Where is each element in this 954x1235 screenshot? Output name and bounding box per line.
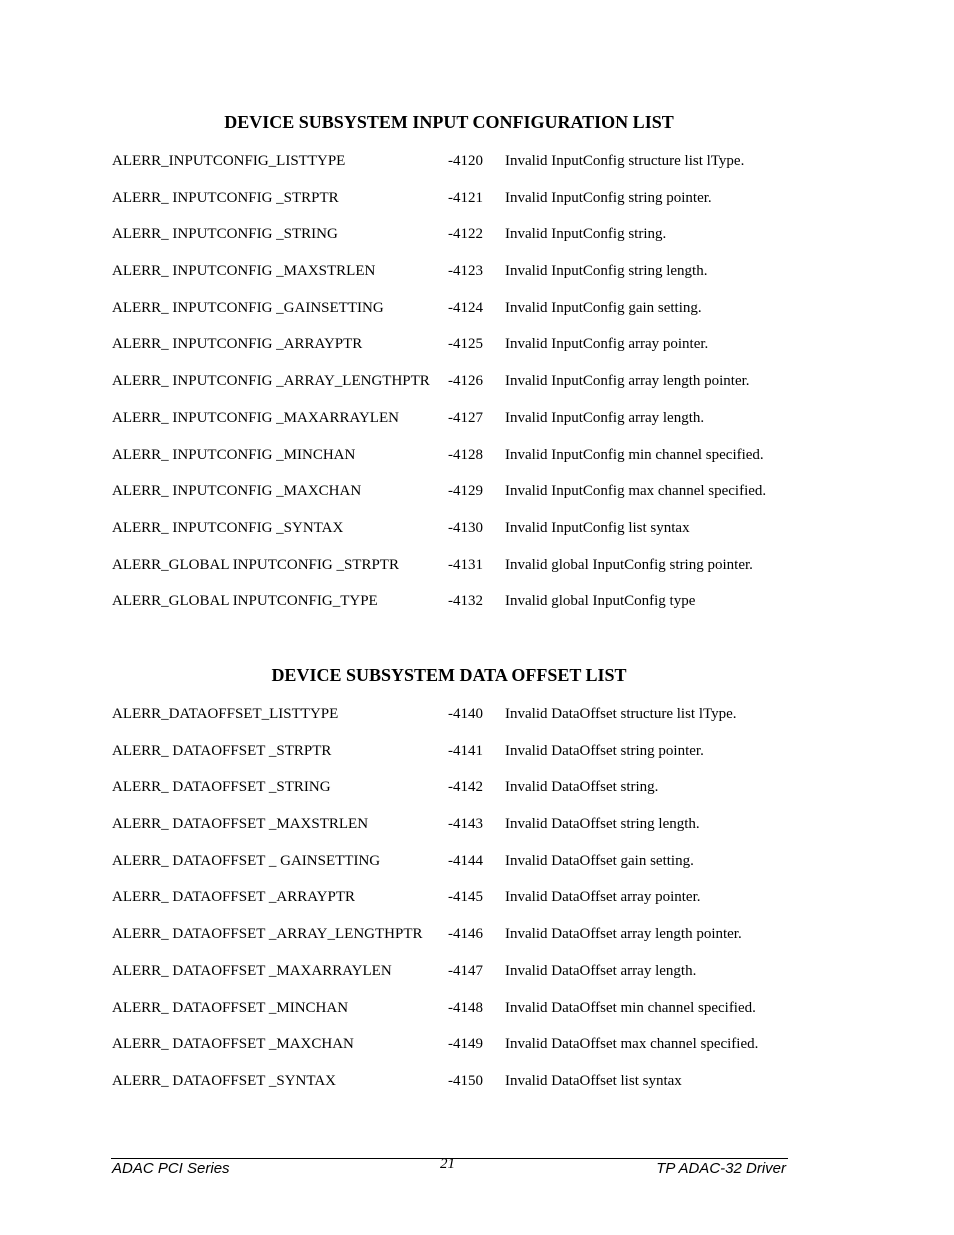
error-description: Invalid DataOffset array length pointer.: [505, 926, 742, 943]
error-row: [112, 742, 812, 779]
error-code: -4150: [448, 1072, 483, 1089]
error-description: Invalid global InputConfig type: [505, 593, 696, 610]
section-title-data-offset: DEVICE SUBSYSTEM DATA OFFSET LIST: [271, 665, 627, 685]
page-number: 21: [440, 1156, 455, 1172]
error-description: Invalid DataOffset min channel specified.: [505, 999, 756, 1016]
error-constant-name: ALERR_ DATAOFFSET _STRPTR: [112, 742, 332, 759]
error-code: -4147: [448, 962, 483, 979]
error-constant-name: ALERR_ DATAOFFSET _SYNTAX: [112, 1072, 337, 1089]
error-row: [112, 152, 812, 189]
error-description: Invalid InputConfig array length.: [505, 409, 705, 426]
error-row: [112, 999, 812, 1036]
error-description: Invalid InputConfig list syntax: [505, 519, 690, 536]
section-title-input-config: DEVICE SUBSYSTEM INPUT CONFIGURATION LIST: [224, 112, 674, 132]
error-description: Invalid InputConfig array length pointer.: [505, 373, 750, 390]
error-row: [112, 519, 812, 556]
error-constant-name: ALERR_ DATAOFFSET _ARRAY_LENGTHPTR: [112, 926, 423, 943]
error-row: [112, 815, 812, 852]
error-description: Invalid DataOffset array length.: [505, 962, 697, 979]
error-code: -4123: [448, 263, 483, 280]
error-code: -4146: [448, 926, 483, 943]
error-constant-name: ALERR_ INPUTCONFIG _MAXARRAYLEN: [112, 409, 399, 426]
error-constant-name: ALERR_ DATAOFFSET _MAXARRAYLEN: [112, 962, 392, 979]
error-row: [112, 299, 812, 336]
error-code: -4142: [448, 779, 483, 796]
error-description: Invalid DataOffset list syntax: [505, 1072, 682, 1089]
error-code: -4141: [448, 742, 483, 759]
error-code: -4128: [448, 446, 483, 463]
error-list-data-offset: [112, 705, 812, 1109]
error-row: [112, 482, 812, 519]
error-constant-name: ALERR_ INPUTCONFIG _MAXCHAN: [112, 483, 362, 500]
error-row: [112, 225, 812, 262]
error-description: Invalid InputConfig string pointer.: [505, 189, 712, 206]
error-constant-name: ALERR_ DATAOFFSET _MAXSTRLEN: [112, 816, 369, 833]
error-code: -4143: [448, 816, 483, 833]
error-constant-name: ALERR_ INPUTCONFIG _STRPTR: [112, 189, 339, 206]
error-row: [112, 1072, 812, 1109]
error-row: [112, 189, 812, 226]
error-row: [112, 705, 812, 742]
error-constant-name: ALERR_INPUTCONFIG_LISTTYPE: [112, 153, 346, 169]
error-code: -4130: [448, 519, 483, 536]
error-code: -4144: [448, 852, 483, 869]
footer-series-name: ADAC PCI Series: [112, 1160, 230, 1177]
error-description: Invalid DataOffset string length.: [505, 816, 700, 833]
error-row: [112, 888, 812, 925]
error-code: -4131: [448, 556, 483, 573]
error-code: -4125: [448, 336, 483, 353]
error-code: -4122: [448, 226, 483, 243]
error-code: -4132: [448, 593, 483, 610]
error-description: Invalid DataOffset structure list lType.: [505, 706, 737, 722]
error-description: Invalid global InputConfig string pointer.: [505, 556, 753, 573]
error-code: -4149: [448, 1036, 483, 1053]
error-constant-name: ALERR_ INPUTCONFIG _MAXSTRLEN: [112, 263, 376, 280]
error-constant-name: ALERR_ DATAOFFSET _MINCHAN: [112, 999, 349, 1016]
error-constant-name: ALERR_GLOBAL INPUTCONFIG _STRPTR: [112, 556, 399, 573]
error-constant-name: ALERR_ DATAOFFSET _ARRAYPTR: [112, 889, 356, 906]
error-code: -4124: [448, 299, 483, 316]
error-code: -4127: [448, 409, 483, 426]
error-constant-name: ALERR_ INPUTCONFIG _ARRAYPTR: [112, 336, 363, 353]
error-code: -4126: [448, 373, 483, 390]
error-description: Invalid DataOffset string.: [505, 779, 659, 796]
error-row: [112, 778, 812, 815]
error-constant-name: ALERR_GLOBAL INPUTCONFIG_TYPE: [112, 593, 378, 610]
error-description: Invalid InputConfig max channel specified.: [505, 483, 767, 500]
error-constant-name: ALERR_ DATAOFFSET _STRING: [112, 779, 331, 796]
footer-driver-name: TP ADAC-32 Driver: [656, 1160, 786, 1177]
error-constant-name: ALERR_ DATAOFFSET _ GAINSETTING: [112, 852, 381, 869]
error-code: -4148: [448, 999, 483, 1016]
error-code: -4120: [448, 153, 483, 169]
error-code: -4121: [448, 189, 483, 206]
error-description: Invalid InputConfig gain setting.: [505, 299, 702, 316]
error-row: [112, 446, 812, 483]
error-description: Invalid InputConfig structure list lType.: [505, 153, 745, 169]
error-row: [112, 556, 812, 593]
error-row: [112, 372, 812, 409]
error-row: [112, 409, 812, 446]
error-code: -4129: [448, 483, 483, 500]
error-description: Invalid DataOffset gain setting.: [505, 852, 694, 869]
error-list-input-config: [112, 152, 812, 629]
error-constant-name: ALERR_ INPUTCONFIG _SYNTAX: [112, 519, 344, 536]
error-row: [112, 335, 812, 372]
error-description: Invalid DataOffset max channel specified.: [505, 1036, 759, 1053]
error-code: -4145: [448, 889, 483, 906]
error-row: [112, 852, 812, 889]
error-constant-name: ALERR_ INPUTCONFIG _GAINSETTING: [112, 299, 384, 316]
error-constant-name: ALERR_ INPUTCONFIG _ARRAY_LENGTHPTR: [112, 373, 430, 390]
error-description: Invalid InputConfig string.: [505, 226, 667, 243]
error-description: Invalid InputConfig array pointer.: [505, 336, 709, 353]
error-constant-name: ALERR_ INPUTCONFIG _STRING: [112, 226, 338, 243]
error-constant-name: ALERR_DATAOFFSET_LISTTYPE: [112, 706, 339, 722]
error-description: Invalid DataOffset array pointer.: [505, 889, 701, 906]
error-description: Invalid DataOffset string pointer.: [505, 742, 704, 759]
error-constant-name: ALERR_ DATAOFFSET _MAXCHAN: [112, 1036, 354, 1053]
error-row: [112, 962, 812, 999]
error-description: Invalid InputConfig string length.: [505, 263, 708, 280]
error-row: [112, 592, 812, 629]
error-row: [112, 925, 812, 962]
error-row: [112, 1035, 812, 1072]
error-code: -4140: [448, 706, 483, 722]
error-constant-name: ALERR_ INPUTCONFIG _MINCHAN: [112, 446, 356, 463]
error-row: [112, 262, 812, 299]
error-description: Invalid InputConfig min channel specified.: [505, 446, 764, 463]
